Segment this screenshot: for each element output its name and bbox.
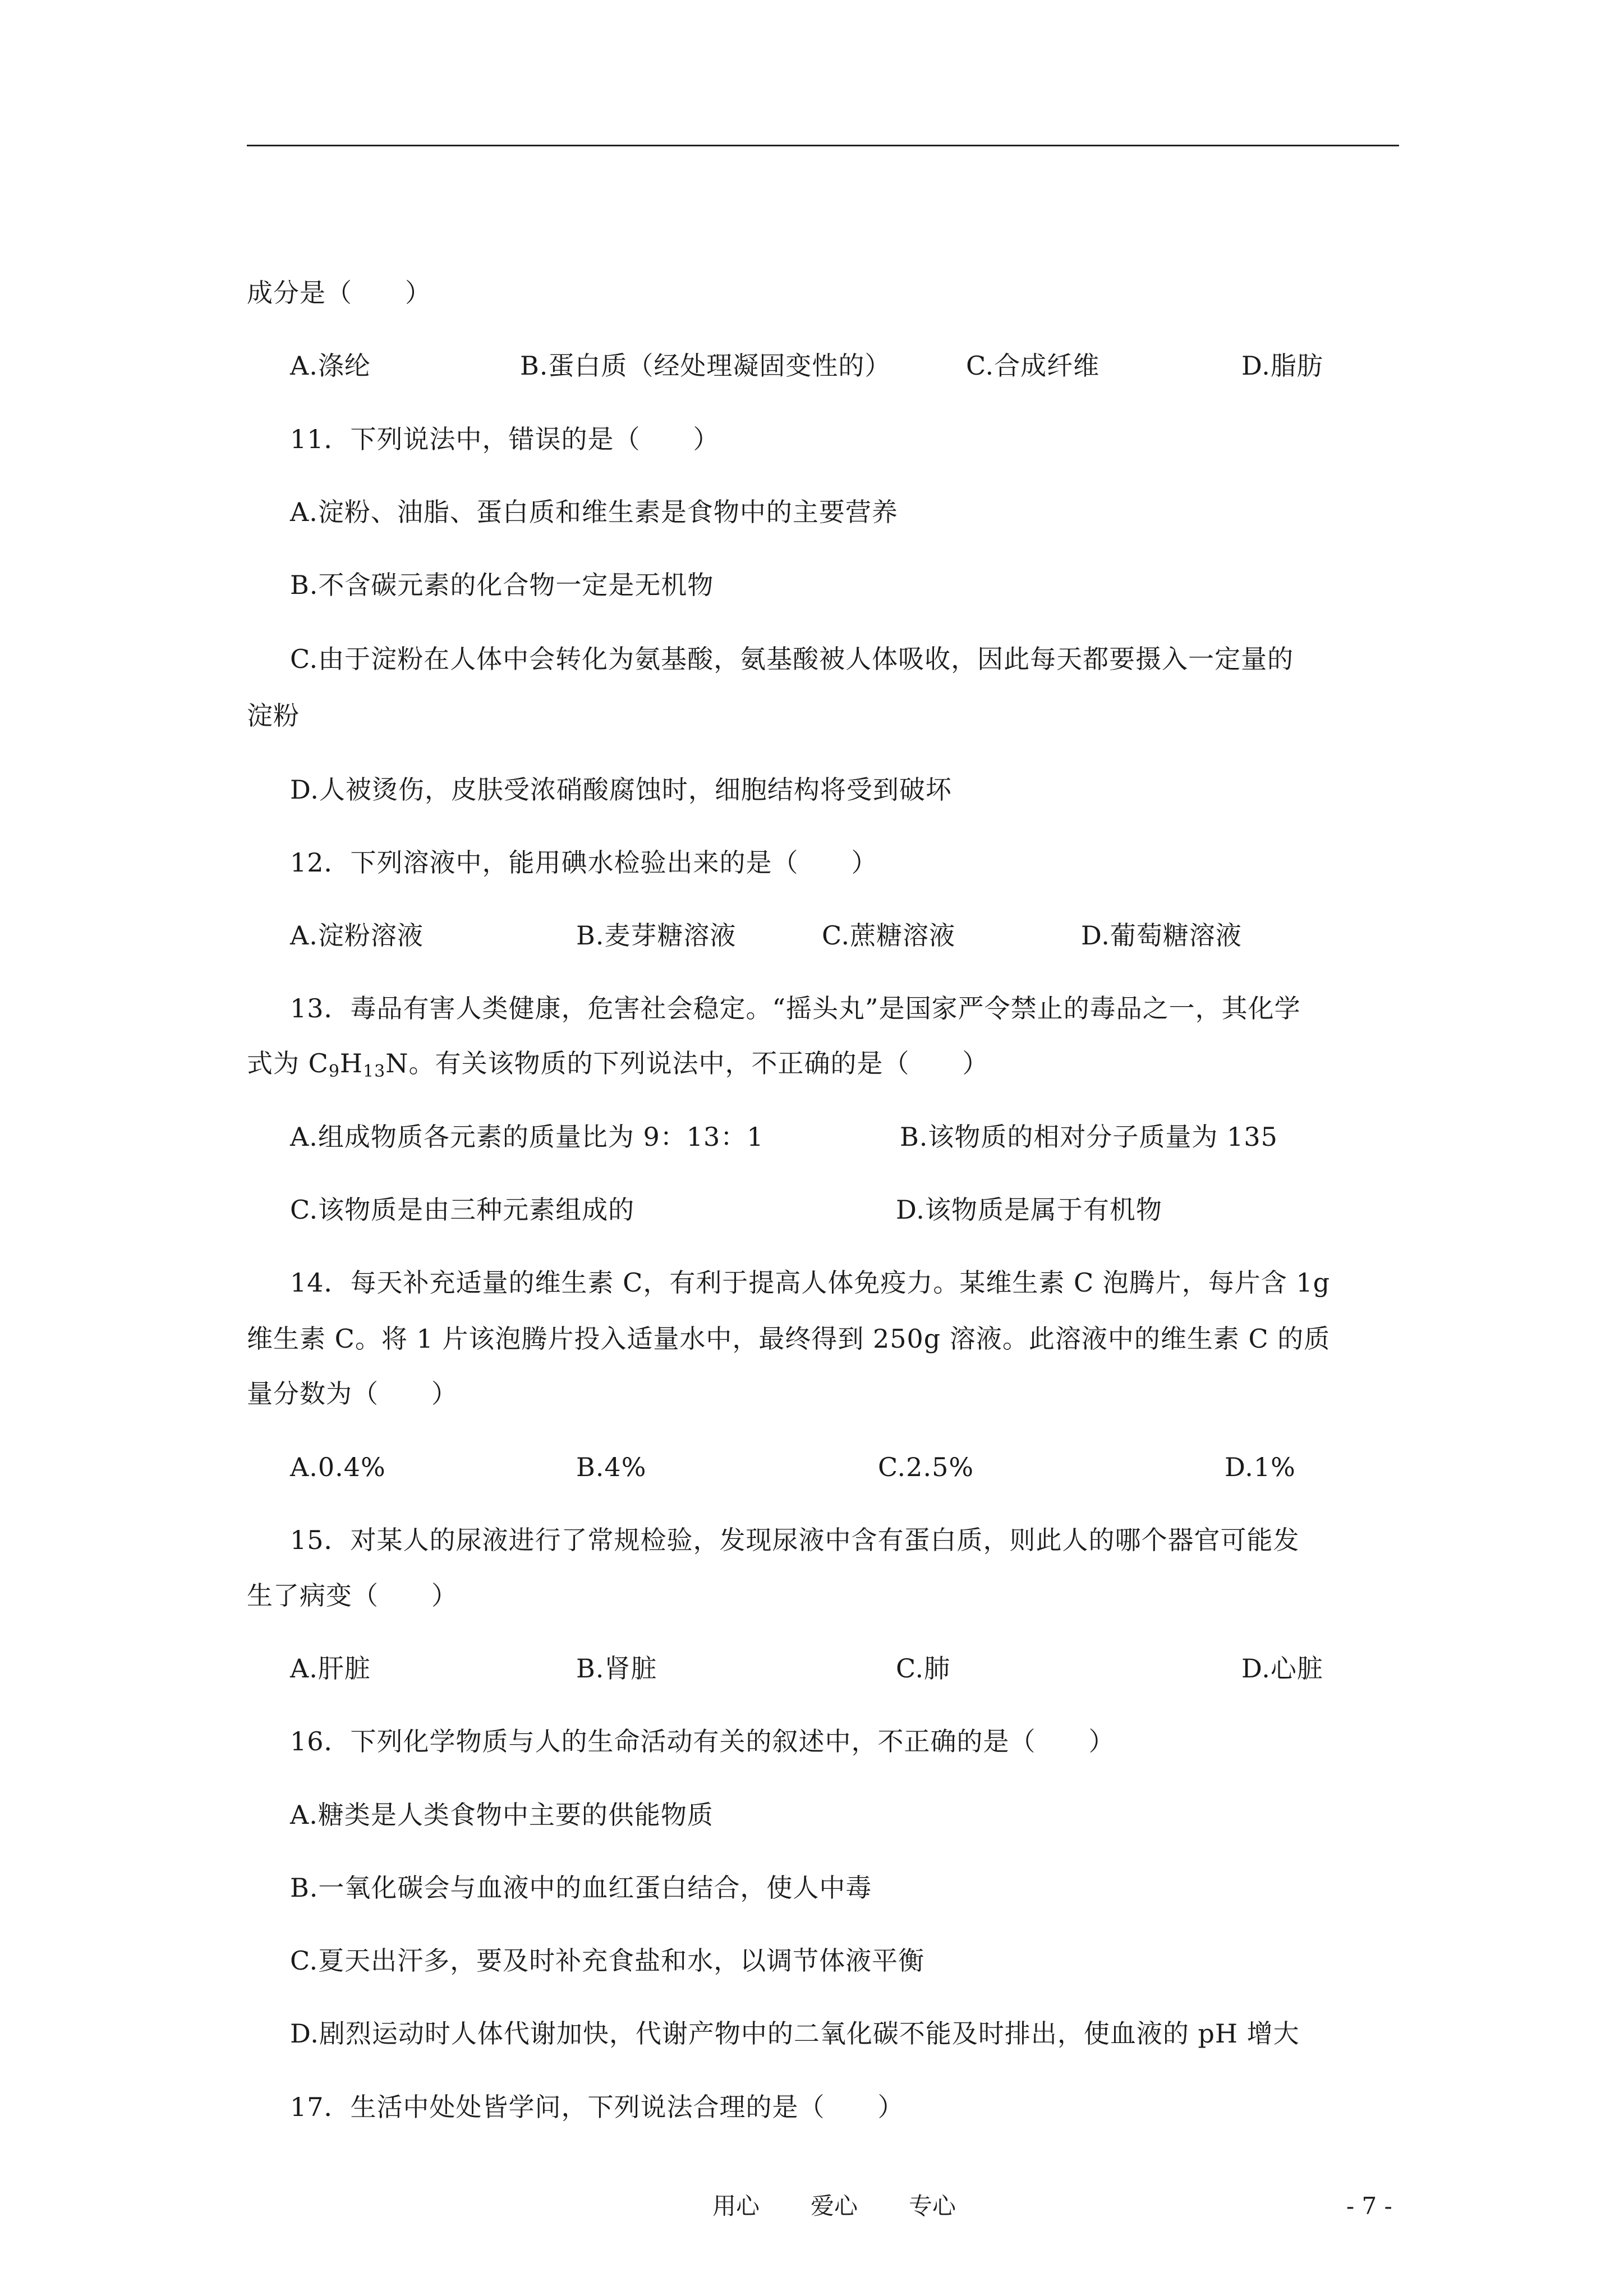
q11-option-c-cont: 淀粉 xyxy=(247,700,300,731)
q14-option-d: D.1% xyxy=(1225,1452,1296,1482)
q16-option-b: B.一氧化碳会与血液中的血红蛋白结合，使人中毒 xyxy=(290,1873,872,1903)
q15-option-d: D.心脏 xyxy=(1241,1653,1323,1684)
footer-slogan-3: 专心 xyxy=(909,2192,956,2220)
q10-option-d: D.脂肪 xyxy=(1241,351,1323,381)
q13-option-d: D.该物质是属于有机物 xyxy=(896,1195,1162,1225)
q12-option-d: D.葡萄糖溶液 xyxy=(1081,920,1242,951)
footer-slogan-1: 用心 xyxy=(712,2192,760,2220)
q13-formula-sub-h: 13 xyxy=(363,1062,386,1081)
page-number: - 7 - xyxy=(1346,2192,1392,2220)
q16-stem: 16．下列化学物质与人的生命活动有关的叙述中，不正确的是（ ） xyxy=(290,1726,1115,1756)
q10-option-b: B.蛋白质（经处理凝固变性的） xyxy=(520,351,891,381)
q12-stem: 12．下列溶液中，能用碘水检验出来的是（ ） xyxy=(290,847,878,878)
q14-stem-cont2: 量分数为（ ） xyxy=(247,1378,458,1409)
q11-option-d: D.人被烫伤，皮肤受浓硝酸腐蚀时，细胞结构将受到破坏 xyxy=(290,774,952,805)
q16-option-a: A.糖类是人类食物中主要的供能物质 xyxy=(290,1800,714,1830)
q15-option-a: A.肝脏 xyxy=(290,1653,371,1684)
q11-option-b: B.不含碳元素的化合物一定是无机物 xyxy=(290,570,714,600)
q13-option-a: A.组成物质各元素的质量比为 9：13：1 xyxy=(290,1122,764,1152)
q14-option-b: B.4% xyxy=(576,1452,647,1482)
q14-option-a: A.0.4% xyxy=(290,1452,386,1482)
q14-option-c: C.2.5% xyxy=(878,1452,974,1482)
header-rule xyxy=(247,145,1399,146)
q17-stem: 17．生活中处处皆学问，下列说法合理的是（ ） xyxy=(290,2092,904,2122)
q13-option-c: C.该物质是由三种元素组成的 xyxy=(290,1195,635,1225)
q14-stem: 14．每天补充适量的维生素 C，有利于提高人体免疫力。某维生素 C 泡腾片，每片含 1g xyxy=(290,1267,1331,1298)
q11-option-c: C.由于淀粉在人体中会转化为氨基酸，氨基酸被人体吸收，因此每天都要摄入一定量的 xyxy=(290,644,1294,674)
q10-option-c: C.合成纤维 xyxy=(966,351,1100,381)
q12-option-a: A.淀粉溶液 xyxy=(290,920,424,951)
q11-stem: 11．下列说法中，错误的是（ ） xyxy=(290,424,720,454)
q13-formula-h: H xyxy=(339,1048,364,1078)
q15-stem: 15．对某人的尿液进行了常规检验，发现尿液中含有蛋白质，则此人的哪个器官可能发 xyxy=(290,1525,1300,1555)
footer-slogan-2: 爱心 xyxy=(811,2192,858,2220)
q12-option-b: B.麦芽糖溶液 xyxy=(576,920,737,951)
q15-option-c: C.肺 xyxy=(896,1653,951,1684)
q16-option-c: C.夏天出汗多，要及时补充食盐和水，以调节体液平衡 xyxy=(290,1945,925,1976)
q14-stem-cont1: 维生素 C。将 1 片该泡腾片投入适量水中，最终得到 250g 溶液。此溶液中的维生素 C 的质 xyxy=(247,1324,1331,1354)
q13-stem: 13．毒品有害人类健康，危害社会稳定。“摇头丸”是国家严令禁止的毒品之一，其化学 xyxy=(290,993,1301,1023)
q15-stem-cont: 生了病变（ ） xyxy=(247,1580,458,1611)
q13-stem-cont xyxy=(247,1046,988,1080)
q13-option-b: B.该物质的相对分子质量为 135 xyxy=(900,1122,1278,1152)
q15-option-b: B.肾脏 xyxy=(576,1653,657,1684)
q13-formula-sub-c: 9 xyxy=(328,1062,340,1081)
q10-option-a: A.涤纶 xyxy=(290,351,371,381)
q12-option-c: C.蔗糖溶液 xyxy=(822,920,956,951)
q10-stem-tail: 成分是（ ） xyxy=(247,278,431,308)
q11-option-a: A.淀粉、油脂、蛋白质和维生素是食物中的主要营养 xyxy=(290,497,898,527)
q13-formula-pre: 式为 C xyxy=(247,1048,329,1078)
q13-formula-post: N。有关该物质的下列说法中，不正确的是（ ） xyxy=(385,1048,989,1078)
q16-option-d: D.剧烈运动时人体代谢加快，代谢产物中的二氧化碳不能及时排出，使血液的 pH 增大 xyxy=(290,2018,1300,2049)
